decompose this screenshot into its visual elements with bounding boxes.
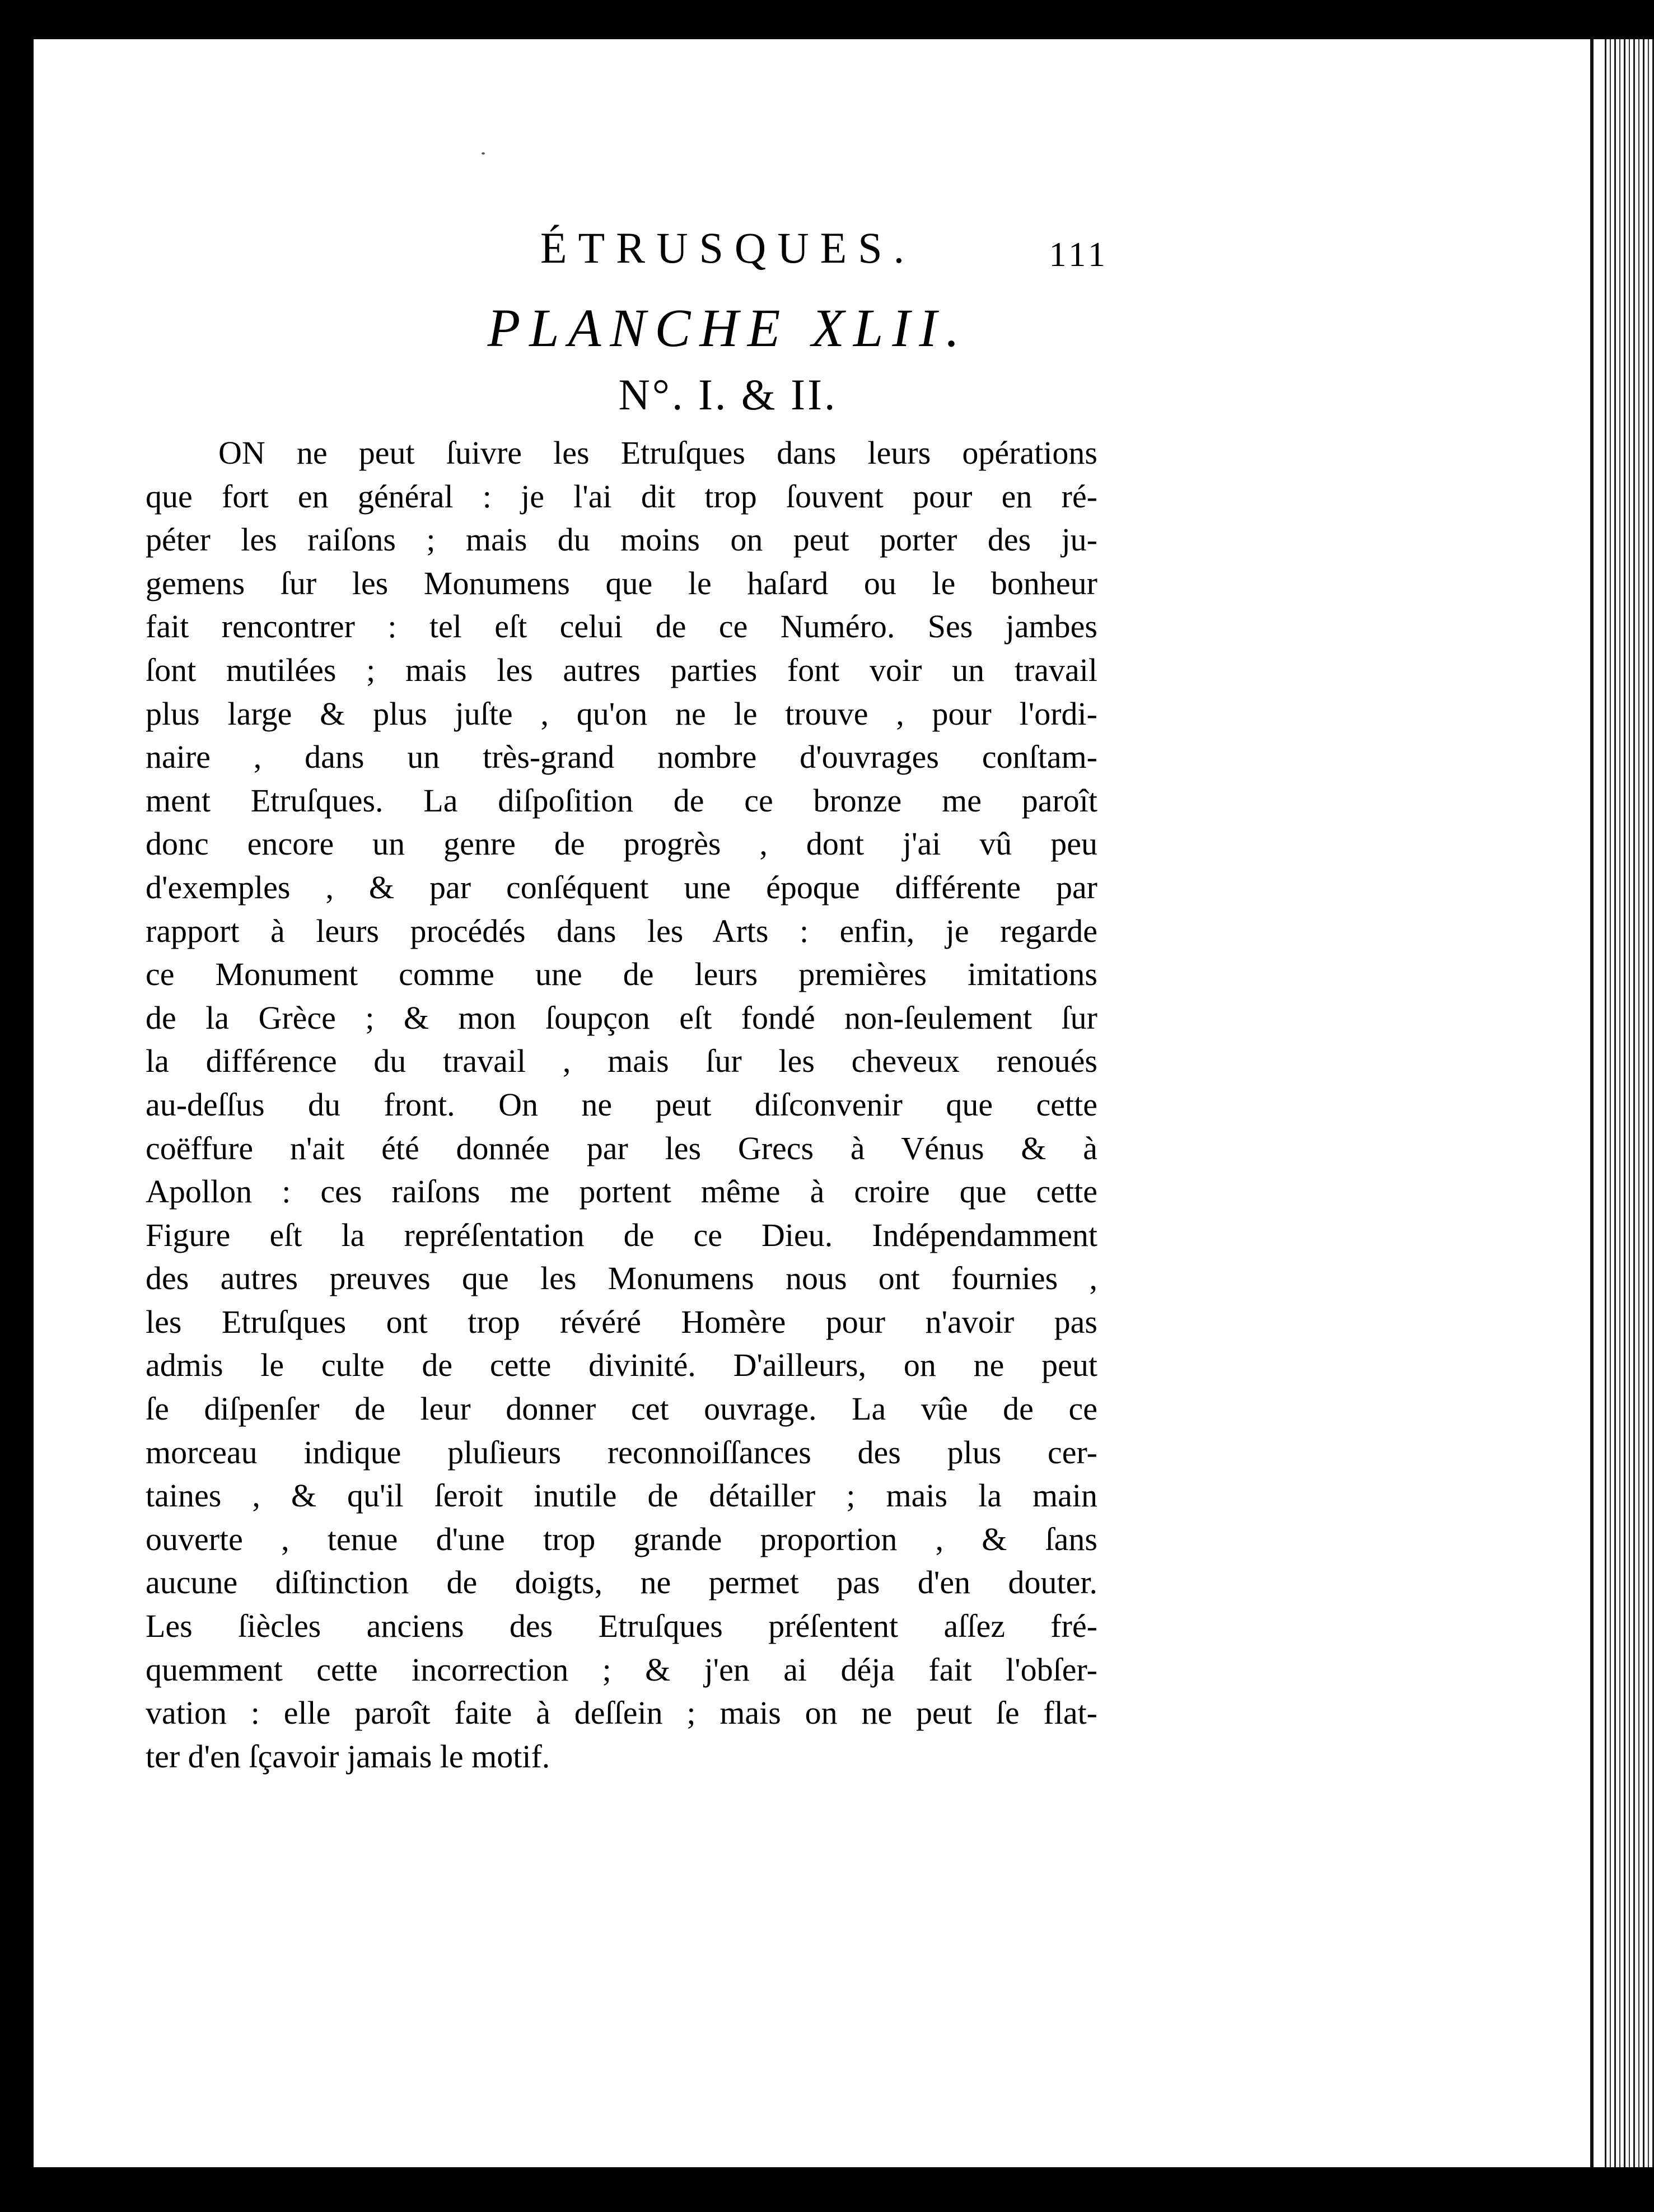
page-number: 111: [1049, 236, 1109, 274]
running-head: ÉTRUSQUES.: [540, 223, 916, 272]
plate-title: PLANCHE XLII.: [487, 298, 969, 358]
text-line: Apollon : ces raiſons me portent même à croire que cette: [146, 1173, 1097, 1210]
text-line: Les ſiècles anciens des Etruſques préſentent aſſez fré-: [146, 1608, 1097, 1645]
paper-speck: [482, 152, 485, 155]
body-paragraph: [146, 431, 1097, 1778]
text-line: péter les raiſons ; mais du moins on peut porter des ju-: [146, 521, 1097, 558]
text-line: Figure eſt la repréſentation de ce Dieu. Indépendamment: [146, 1216, 1097, 1253]
page-edge-shadow: [1590, 39, 1594, 2167]
text-line: taines , & qu'il ſeroit inutile de détailler ; mais la main: [146, 1477, 1097, 1514]
text-line: la différence du travail , mais ſur les cheveux renoués: [146, 1043, 1097, 1080]
text-line: ce Monument comme une de leurs premières imitations: [146, 956, 1097, 993]
text-line: ment Etruſques. La diſpoſition de ce bronze me paroît: [146, 782, 1097, 819]
text-line: les Etruſques ont trop révéré Homère pour n'avoir pas: [146, 1303, 1097, 1340]
text-line: des autres preuves que les Monumens nous ont fournies ,: [146, 1260, 1097, 1297]
text-line: quemment cette incorrection ; & j'en ai déja fait l'obſer-: [146, 1651, 1097, 1688]
text-line: ON ne peut ſuivre les Etruſques dans leurs opérations: [218, 435, 1097, 471]
text-line: rapport à leurs procédés dans les Arts : enfin, je regarde: [146, 912, 1097, 949]
text-line: fait rencontrer : tel eſt celui de ce Numéro. Ses jambes: [146, 608, 1097, 645]
text-line: vation : elle paroît faite à deſſein ; mais on ne peut ſe flat-: [146, 1695, 1097, 1732]
text-line: ſont mutilées ; mais les autres parties font voir un travail: [146, 651, 1097, 688]
text-line: plus large & plus juſte , qu'on ne le trouve , pour l'ordi-: [146, 695, 1097, 732]
text-line: ter d'en ſçavoir jamais le motif.: [146, 1738, 550, 1775]
plate-numbers: N°. I. & II.: [618, 370, 838, 419]
text-line: au-deſſus du front. On ne peut diſconvenir que cette: [146, 1086, 1097, 1123]
text-line: donc encore un genre de progrès , dont j'ai vû peu: [146, 825, 1097, 862]
text-line: aucune diſtinction de doigts, ne permet pas d'en douter.: [146, 1564, 1097, 1601]
text-line: naire , dans un très-grand nombre d'ouvrages conſtam-: [146, 739, 1097, 776]
text-line: d'exemples , & par conſéquent une époque différente par: [146, 869, 1097, 906]
text-line: admis le culte de cette divinité. D'ailleurs, on ne peut: [146, 1347, 1097, 1384]
text-line: morceau indique pluſieurs reconnoiſſances des plus cer-: [146, 1434, 1097, 1471]
text-line: de la Grèce ; & mon ſoupçon eſt fondé non-ſeulement ſur: [146, 999, 1097, 1036]
text-line: ouverte , tenue d'une trop grande proportion , & ſans: [146, 1520, 1097, 1557]
text-line: coëffure n'ait été donnée par les Grecs à Vénus & à: [146, 1130, 1097, 1166]
text-line: que fort en général : je l'ai dit trop ſouvent pour en ré-: [146, 478, 1097, 515]
text-line: gemens ſur les Monumens que le haſard ou le bonheur: [146, 564, 1097, 601]
text-line: ſe diſpenſer de leur donner cet ouvrage. La vûe de ce: [146, 1390, 1097, 1427]
book-block-edge: [1601, 39, 1654, 2167]
